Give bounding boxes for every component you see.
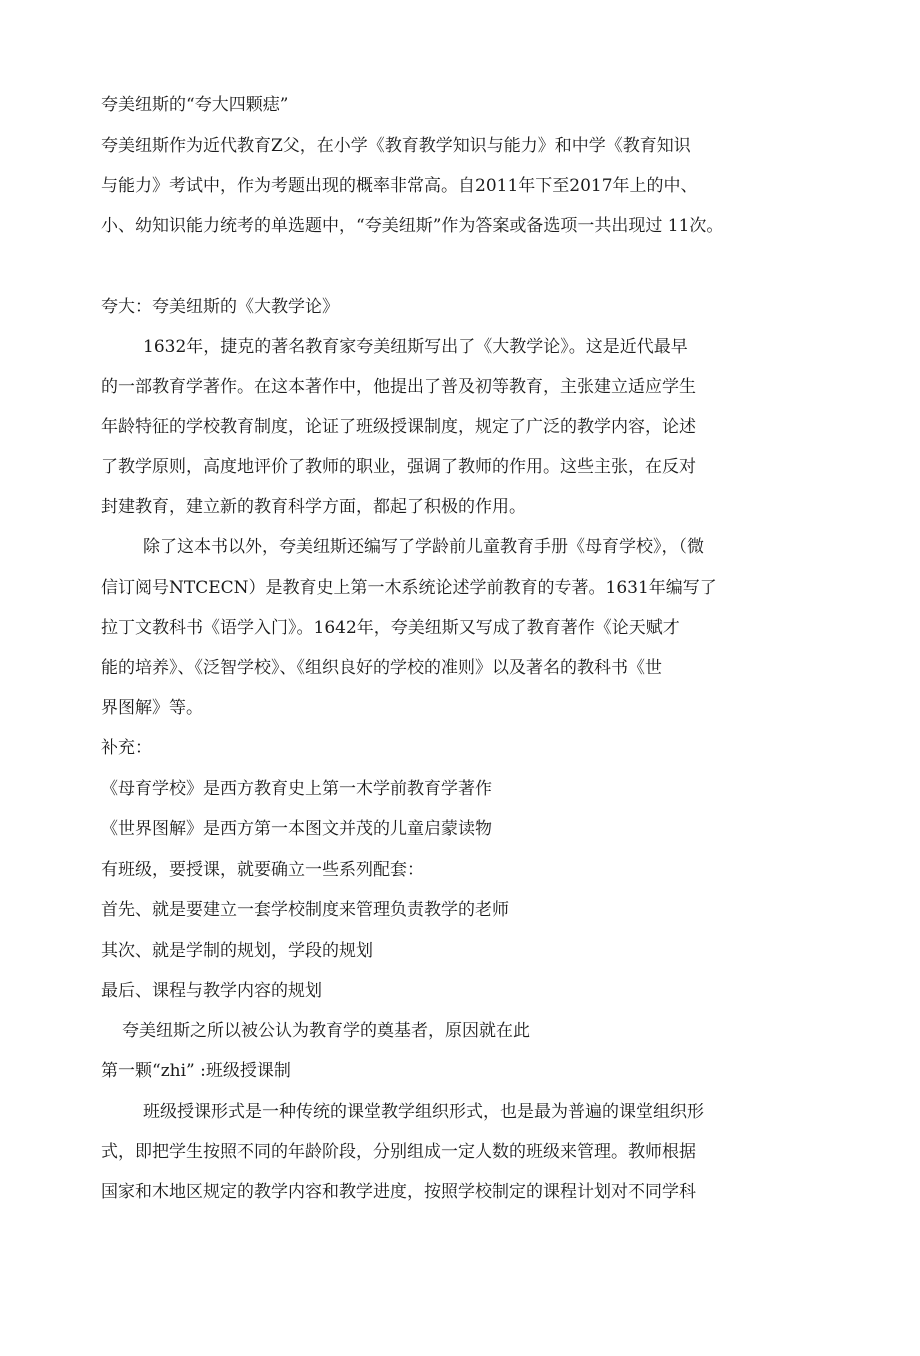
paragraph-2-line-3: 拉丁文教科书《语学入门》。1642年，夸美纽斯又写成了教育著作《论天赋才 bbox=[101, 618, 680, 638]
paragraph-3-line-2: 式，即把学生按照不同的年龄阶段，分别组成一定人数的班级来管理。教师根据 bbox=[101, 1142, 696, 1162]
paragraph-2-line-5: 界图解》等。 bbox=[101, 698, 203, 718]
intro-line-3: 小、幼知识能力统考的单选题中，“夸美纽斯”作为答案或备选项一共出现过 11次。 bbox=[101, 216, 724, 236]
paragraph-3-line-3: 国家和木地区规定的教学内容和教学进度，按照学校制定的课程计划对不同学科 bbox=[101, 1182, 696, 1202]
paragraph-1-line-4: 了教学原则，高度地评价了教师的职业，强调了教师的作用。这些主张，在反对 bbox=[101, 457, 696, 477]
paragraph-2-line-1: 除了这本书以外，夸美纽斯还编写了学龄前儿童教育手册《母育学校》，（微 bbox=[143, 537, 704, 557]
paragraph-1-line-3: 年龄特征的学校教育制度，论证了班级授课制度，规定了广泛的教学内容，论述 bbox=[101, 417, 696, 437]
paragraph-2-line-4: 能的培养》、《泛智学校》、《组织良好的学校的准则》以及著名的教科书《世 bbox=[101, 658, 662, 678]
supplement-item-5: 其次、就是学制的规划，学段的规划 bbox=[101, 941, 373, 961]
supplement-item-4: 首先、就是要建立一套学校制度来管理负责教学的老师 bbox=[101, 900, 509, 920]
document-title: 夸美纽斯的“夸大四颗痣” bbox=[101, 95, 289, 115]
supplement-label: 补充： bbox=[101, 738, 152, 758]
paragraph-2-line-2: 信订阅号NTCECN）是教育史上第一木系统论述学前教育的专著。1631年编写了 bbox=[101, 578, 717, 598]
supplement-item-6: 最后、课程与教学内容的规划 bbox=[101, 981, 322, 1001]
paragraph-1-line-5: 封建教育，建立新的教育科学方面，都起了积极的作用。 bbox=[101, 497, 526, 517]
section-heading-da: 夸大：夸美纽斯的《大教学论》 bbox=[101, 297, 339, 317]
intro-line-1: 夸美纽斯作为近代教育Z父，在小学《教育教学知识与能力》和中学《教育知识 bbox=[101, 136, 691, 156]
paragraph-3-line-1: 班级授课形式是一种传统的课堂教学组织形式，也是最为普遍的课堂组织形 bbox=[143, 1102, 704, 1122]
supplement-item-2: 《世界图解》是西方第一本图文并茂的儿童启蒙读物 bbox=[101, 819, 492, 839]
section-heading-zhi: 第一颗“zhi” :班级授课制 bbox=[101, 1061, 291, 1081]
paragraph-1-line-1: 1632年，捷克的著名教育家夸美纽斯写出了《大教学论》。这是近代最早 bbox=[143, 337, 688, 357]
supplement-item-3: 有班级，要授课，就要确立一些系列配套： bbox=[101, 860, 424, 880]
supplement-item-1: 《母育学校》是西方教育史上第一木学前教育学著作 bbox=[101, 779, 492, 799]
supplement-conclusion: 夸美纽斯之所以被公认为教育学的奠基者，原因就在此 bbox=[122, 1021, 530, 1041]
paragraph-1-line-2: 的一部教育学著作。在这本著作中，他提出了普及初等教育，主张建立适应学生 bbox=[101, 377, 696, 397]
intro-line-2: 与能力》考试中，作为考题出现的概率非常高。自2011年下至2017年上的中、 bbox=[101, 176, 698, 196]
